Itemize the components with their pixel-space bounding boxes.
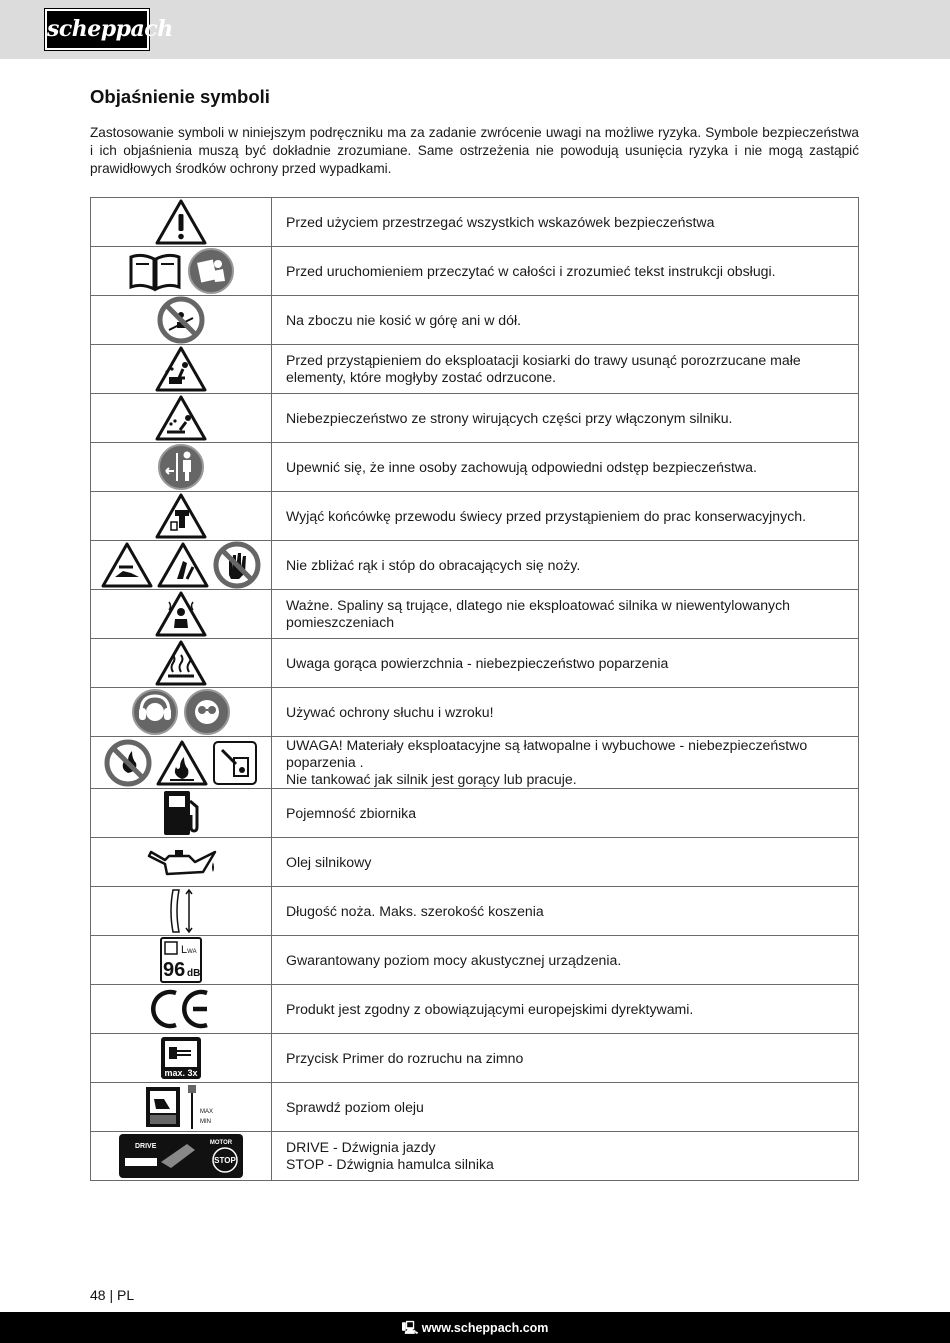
read-manual-icon — [187, 247, 235, 295]
hand-blade-warning-icon — [157, 541, 209, 589]
symbol-description: Przed przystąpieniem do eksploatacji kosiarki do trawy usunąć porozrzucane małe elementy, które mogłyby zostać odrzucone. — [272, 345, 859, 394]
symbol-icon-group — [91, 443, 271, 491]
symbol-icons-cell — [91, 789, 272, 838]
symbol-description: Używać ochrony słuchu i wzroku! — [272, 688, 859, 737]
symbol-icon-group — [91, 492, 271, 540]
symbol-description: Wyjąć końcówkę przewodu świecy przed przystąpieniem do prac konserwacyjnych. — [272, 492, 859, 541]
symbol-row — [91, 1034, 859, 1083]
symbol-icons-cell — [91, 296, 272, 345]
symbol-icon-group — [91, 296, 271, 344]
fuel-pump-icon — [158, 789, 204, 837]
warning-exclamation-icon — [155, 198, 207, 246]
symbol-row — [91, 247, 859, 296]
symbol-row — [91, 737, 859, 789]
symbol-row — [91, 838, 859, 887]
symbol-row — [91, 443, 859, 492]
page-footer — [0, 1312, 950, 1343]
rotating-parts-warning-icon — [155, 394, 207, 442]
hot-surface-warning-icon — [155, 639, 207, 687]
symbol-description: Długość noża. Maks. szerokość koszenia — [272, 887, 859, 936]
ce-mark-icon — [149, 986, 213, 1032]
svg-text:max. 3x: max. 3x — [164, 1068, 198, 1078]
symbol-description: Niebezpieczeństwo ze strony wirujących części przy włączonym silniku. — [272, 394, 859, 443]
symbol-icons-cell — [91, 492, 272, 541]
page-language: PL — [117, 1287, 135, 1303]
symbol-icons-cell — [91, 838, 272, 887]
symbol-row — [91, 296, 859, 345]
symbol-icon-group — [91, 198, 271, 246]
symbol-row — [91, 1132, 859, 1181]
manual-book-icon — [127, 249, 183, 293]
svg-text:DRIVE: DRIVE — [135, 1143, 157, 1150]
svg-text:STOP: STOP — [214, 1156, 236, 1165]
symbol-description: DRIVE - Dźwignia jazdy STOP - Dźwignia hamulca silnika — [272, 1132, 859, 1181]
symbol-icons-cell — [91, 737, 272, 789]
symbol-icon-group — [91, 345, 271, 393]
symbol-description: Przed użyciem przestrzegać wszystkich wskazówek bezpieczeństwa — [272, 198, 859, 247]
symbol-row — [91, 789, 859, 838]
symbols-table — [90, 197, 859, 1181]
symbol-description: Przed uruchomieniem przeczytać w całości i zrozumieć tekst instrukcji obsługi. — [272, 247, 859, 296]
svg-text:dB: dB — [187, 968, 201, 979]
symbol-icons-cell — [91, 688, 272, 737]
symbol-description: Przycisk Primer do rozruchu na zimno — [272, 1034, 859, 1083]
symbol-icons-cell — [91, 394, 272, 443]
symbol-description: Pojemność zbiornika — [272, 789, 859, 838]
symbol-row — [91, 1083, 859, 1132]
symbol-icon-group — [91, 887, 271, 935]
symbol-description: Ważne. Spaliny są trujące, dlatego nie eksploatować silnika w niewentylowanych pomieszczeniach — [272, 590, 859, 639]
svg-text:MOTOR: MOTOR — [209, 1140, 233, 1146]
symbol-row — [91, 936, 859, 985]
symbol-icons-cell — [91, 985, 272, 1034]
monitor-icon: 🖳 — [401, 1321, 419, 1335]
symbol-icon-group — [91, 639, 271, 687]
scheppach-logo: scheppach — [45, 9, 149, 50]
symbol-description: Upewnić się, że inne osoby zachowują odpowiedni odstęp bezpieczeństwa. — [272, 443, 859, 492]
symbol-description: Nie zbliżać rąk i stóp do obracających się noży. — [272, 541, 859, 590]
symbol-row — [91, 541, 859, 590]
symbol-icon-group — [91, 985, 271, 1033]
symbol-icon-group — [91, 789, 271, 837]
primer-button-icon — [159, 1035, 203, 1081]
symbol-icons-cell — [91, 1132, 272, 1181]
symbol-icons-cell — [91, 1034, 272, 1083]
symbol-icon-group — [91, 739, 271, 787]
spark-plug-warning-icon — [155, 492, 207, 540]
toxic-fumes-warning-icon — [155, 590, 207, 638]
symbol-description: Olej silnikowy — [272, 838, 859, 887]
symbol-icons-cell — [91, 590, 272, 639]
symbol-row — [91, 198, 859, 247]
symbol-row — [91, 492, 859, 541]
drive-stop-lever-icon — [117, 1132, 245, 1180]
ear-protection-icon — [131, 688, 179, 736]
footer-link[interactable] — [0, 1319, 950, 1340]
intro-paragraph: Zastosowanie symboli w niniejszym podręczniku ma za zadanie zwrócenie uwagi na możliwe ryzyka. Symbole bezpieczeństwa i ich objaśnienia muszą być dokładnie zrozumiane. Same ostrzeżenia nie powodują usunięcia ryzyka i nie mogą zastąpić prawidłowych środków ochrony przed wypadkami. — [90, 125, 859, 176]
symbol-row — [91, 985, 859, 1034]
symbol-row — [91, 887, 859, 936]
symbol-icons-cell — [91, 247, 272, 296]
sound-power-icon — [159, 936, 203, 984]
symbol-icons-cell — [91, 1083, 272, 1132]
symbol-row — [91, 688, 859, 737]
page-number-value: 48 — [90, 1287, 106, 1303]
blade-length-icon — [163, 887, 199, 935]
symbol-row — [91, 590, 859, 639]
symbol-icon-group — [91, 936, 271, 984]
symbol-icon-group — [91, 838, 271, 886]
symbol-description: Uwaga gorąca powierzchnia - niebezpieczeństwo poparzenia — [272, 639, 859, 688]
symbol-description: UWAGA! Materiały eksploatacyjne są łatwopalne i wybuchowe - niebezpieczeństwo poparzenia . Nie tankować jak silnik jest gorący lub pracuje. — [272, 737, 859, 789]
svg-text:96: 96 — [163, 959, 186, 981]
symbol-description: Produkt jest zgodny z obowiązującymi europejskimi dyrektywami. — [272, 985, 859, 1034]
no-slope-mowing-icon — [157, 296, 205, 344]
eye-protection-icon — [183, 688, 231, 736]
symbol-icons-cell — [91, 639, 272, 688]
symbol-icons-cell — [91, 887, 272, 936]
svg-text:MAX: MAX — [200, 1109, 214, 1115]
symbol-icon-group — [91, 1034, 271, 1082]
footer-url: www.scheppach.com — [421, 1321, 549, 1335]
oil-can-icon — [143, 842, 219, 882]
symbol-row — [91, 394, 859, 443]
svg-text:LWA: LWA — [181, 944, 197, 956]
symbol-description: Gwarantowany poziom mocy akustycznej urządzenia. — [272, 936, 859, 985]
symbol-description: Na zboczu nie kosić w górę ani w dół. — [272, 296, 859, 345]
symbol-icon-group — [91, 541, 271, 589]
symbol-icon-group — [91, 1083, 271, 1131]
no-hands-icon — [213, 541, 261, 589]
symbol-icon-group — [91, 688, 271, 736]
no-open-flame-icon — [104, 739, 152, 787]
page-number — [90, 1287, 134, 1303]
symbol-description: Sprawdź poziom oleju — [272, 1083, 859, 1132]
svg-text:MIN: MIN — [200, 1119, 211, 1125]
symbol-row — [91, 345, 859, 394]
symbol-icons-cell — [91, 198, 272, 247]
symbol-row — [91, 639, 859, 688]
page-separator: | — [109, 1287, 114, 1303]
flammable-warning-icon — [156, 739, 208, 787]
symbol-icons-cell — [91, 345, 272, 394]
symbol-icon-group — [91, 247, 271, 295]
symbol-icons-cell — [91, 443, 272, 492]
keep-distance-icon — [157, 443, 205, 491]
no-refuel-hot-icon — [212, 740, 258, 786]
page-title: Objaśnienie symboli — [90, 86, 270, 107]
symbol-icon-group — [91, 394, 271, 442]
symbol-icon-group — [91, 1132, 271, 1180]
symbol-icon-group — [91, 590, 271, 638]
page-header — [0, 0, 950, 59]
foot-blade-warning-icon — [101, 541, 153, 589]
symbol-icons-cell — [91, 541, 272, 590]
symbol-icons-cell — [91, 936, 272, 985]
thrown-objects-warning-icon — [155, 345, 207, 393]
oil-level-icon — [144, 1083, 218, 1131]
